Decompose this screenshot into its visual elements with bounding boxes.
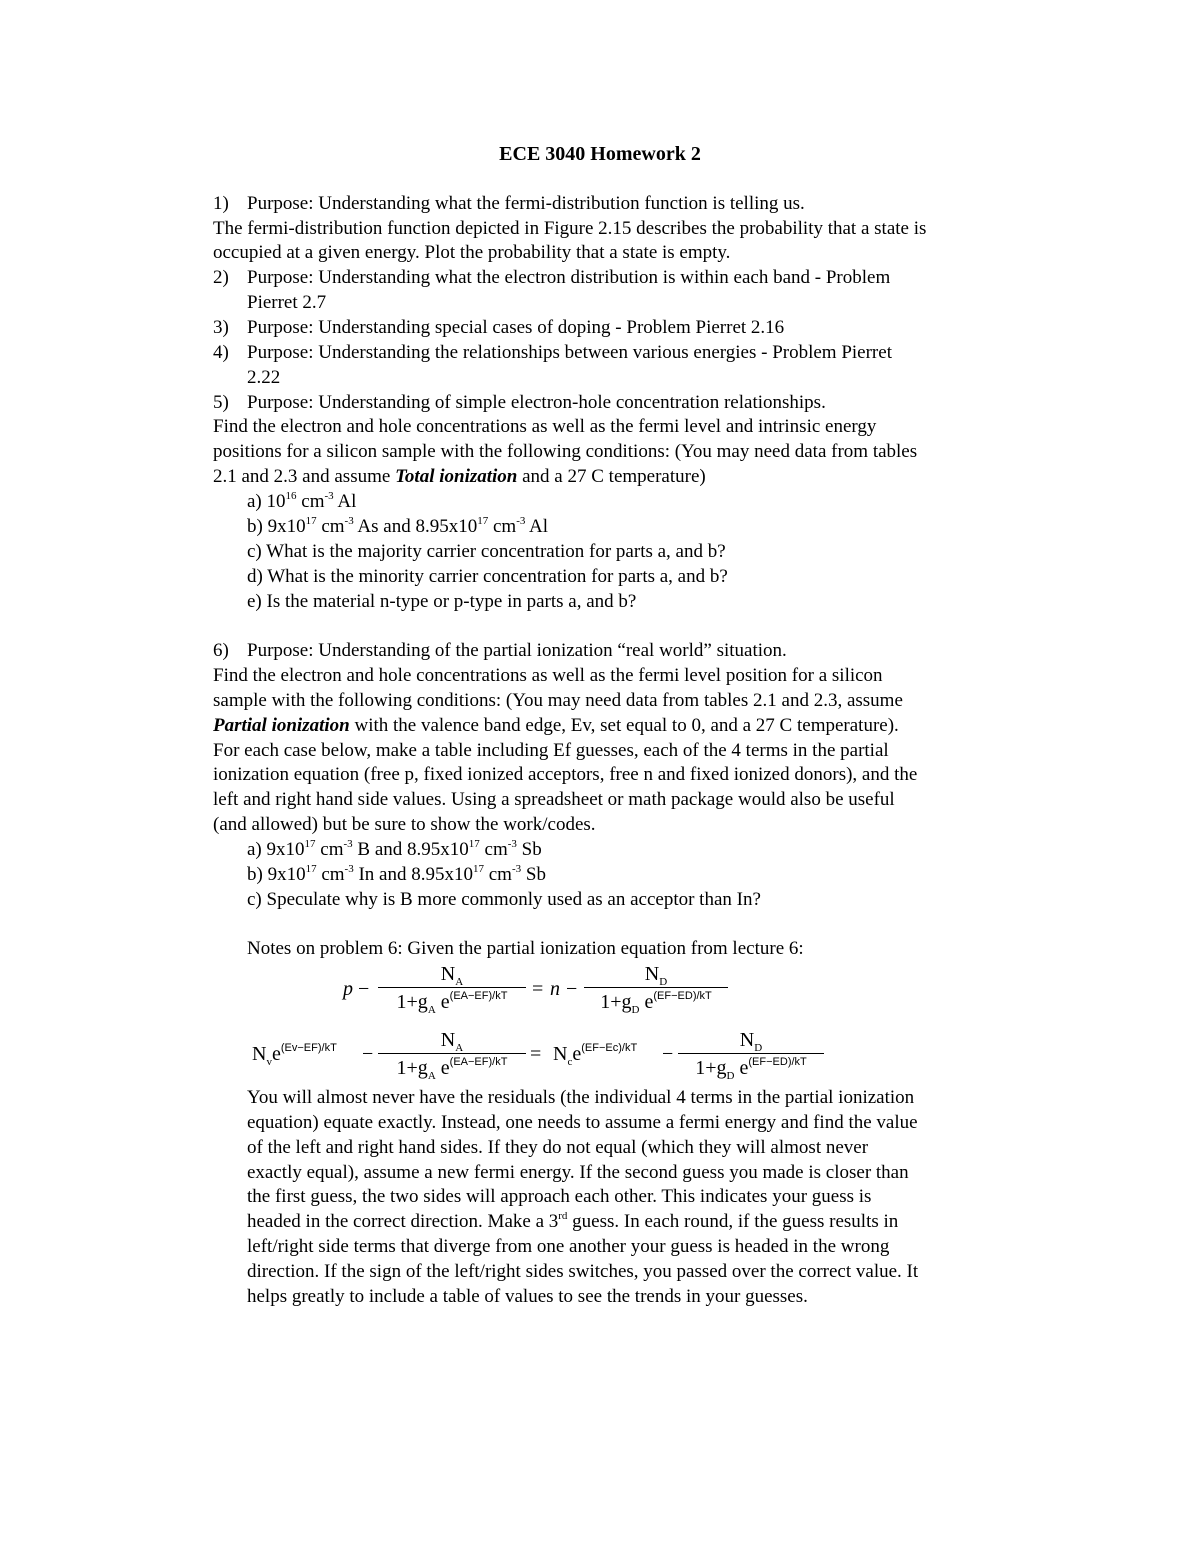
problem-5-number: 5) <box>213 392 229 413</box>
eq2-nv-term: $N_ve^{(Ev-EF)/kT}$ <box>252 1042 337 1068</box>
part-b-second-unit-exponent: -3 <box>516 515 526 527</box>
p6-part-b-second-exponent: 17 <box>472 863 484 875</box>
problem-5-part-a <box>247 490 356 514</box>
part-a-dopant: Al <box>333 491 357 512</box>
problem-5-line-2: positions for a silicon sample with the following conditions: (You may need data from tables <box>213 441 918 462</box>
eq1-donor-denominator: $1+g_D$ $e^{(EF-ED)/kT}$ <box>600 990 712 1016</box>
notes-line-7: left/right side terms that diverge from one another your guess is headed in the wrong <box>247 1236 890 1257</box>
problem-5-part-e: e) Is the material n-type or p-type in parts a, and b? <box>247 591 637 612</box>
problem-1-line-2: occupied at a given energy. Plot the probability that a state is empty. <box>213 242 731 263</box>
eq1-donor-bar <box>584 987 728 988</box>
notes-line-5: the first guess, the two sides will approach each other. This indicates your guess is <box>247 1186 872 1207</box>
problem-4-number: 4) <box>213 342 229 363</box>
notes-line-2: equation) equate exactly. Instead, one needs to assume a fermi energy and find the value <box>247 1112 918 1133</box>
p6-part-b-unit: cm <box>316 864 345 885</box>
problem-6-line-7: (and allowed) but be sure to show the work/codes. <box>213 814 596 835</box>
problem-5-part-b <box>247 515 548 539</box>
problem-2-number: 2) <box>213 267 229 288</box>
problem-5-heading <box>213 391 826 415</box>
p6-part-a-second-exponent: 17 <box>468 838 480 850</box>
notes-line-4: exactly equal), assume a new fermi energy. If the second guess you made is closer than <box>247 1162 909 1183</box>
problem-6-line-3 <box>213 714 899 738</box>
p6-part-b-second-unit-exponent: -3 <box>511 863 522 875</box>
problem-5-line-3 <box>213 465 706 489</box>
problem-6-line-2: sample with the following conditions: (You may need data from tables 2.1 and 2.3, assume <box>213 690 903 711</box>
notes-intro: Notes on problem 6: Given the partial ionization equation from lecture 6: <box>247 938 804 959</box>
p6-part-b-unit-exponent: -3 <box>344 863 354 875</box>
notes-line-3: of the left and right hand sides. If they do not equal (which they will almost never <box>247 1137 869 1158</box>
page-title: ECE 3040 Homework 2 <box>499 143 701 165</box>
problem-5-line-1: Find the electron and hole concentrations as well as the fermi level and intrinsic energy <box>213 416 877 437</box>
problem-3-heading <box>213 316 784 340</box>
problem-3-purpose: Purpose: Understanding special cases of doping - Problem Pierret 2.16 <box>247 317 785 338</box>
problem-6-part-c: c) Speculate why is B more commonly used as an acceptor than In? <box>247 889 761 910</box>
notes-line-9: helps greatly to include a table of values to see the trends in your guesses. <box>247 1286 808 1307</box>
p6-part-a-second-coefficient: B and 8.95x10 <box>352 839 469 860</box>
eq1-acceptor-numerator: $N_A$ <box>440 963 464 988</box>
problem-6-heading <box>213 639 787 663</box>
problem-6-purpose: Purpose: Understanding of the partial ionization “real world” situation. <box>247 640 787 661</box>
part-b-second-exponent: 17 <box>477 515 489 527</box>
problem-6-number: 6) <box>213 640 229 661</box>
p6-part-b-second-unit: cm <box>483 864 512 885</box>
eq1-minus-2: − <box>566 978 578 1000</box>
problem-6-line-1: Find the electron and hole concentrations as well as the fermi level position for a silicon <box>213 665 883 686</box>
eq1-donor-numerator: $N_D$ <box>644 963 668 988</box>
part-a-unit-exponent: -3 <box>324 490 334 502</box>
problem-5-line-3-pre: 2.1 and 2.3 and assume <box>213 466 396 487</box>
problem-6-part-b <box>247 863 546 887</box>
problem-6-line-5: ionization equation (free p, fixed ionized acceptors, free n and fixed ionized donors), and the <box>213 764 918 785</box>
p6-part-b-coefficient: b) 9x10 <box>247 864 306 885</box>
notes-line-8: direction. If the sign of the left/right sides switches, you passed over the correct value. It <box>247 1261 919 1282</box>
part-a-coefficient: a) 10 <box>247 491 286 512</box>
eq2-acceptor-bar <box>378 1053 526 1054</box>
p6-part-b-dopant: Sb <box>521 864 546 885</box>
eq2-acceptor-denominator: $1+g_A$ $e^{(EA-EF)/kT}$ <box>396 1056 508 1082</box>
part-b-second-coefficient: As and 8.95x10 <box>353 516 478 537</box>
part-a-exponent: 16 <box>285 490 297 502</box>
problem-5-part-c: c) What is the majority carrier concentration for parts a, and b? <box>247 541 726 562</box>
p6-part-a-second-unit-exponent: -3 <box>507 838 517 850</box>
problem-5-line-3-post: and a 27 C temperature) <box>517 466 706 487</box>
eq2-donor-bar <box>678 1053 824 1054</box>
eq2-minus-2: − <box>662 1043 674 1065</box>
problem-6-line-4: For each case below, make a table including Ef guesses, each of the 4 terms in the partial <box>213 740 889 761</box>
problem-2-purpose: Purpose: Understanding what the electron distribution is within each band - Problem <box>247 267 891 288</box>
p6-part-a-dopant: Sb <box>516 839 542 860</box>
p6-part-b-second-coefficient: In and 8.95x10 <box>353 864 473 885</box>
problem-4-heading <box>213 341 892 365</box>
part-b-dopant: Al <box>525 516 549 537</box>
p6-part-a-coefficient: a) 9x10 <box>247 839 305 860</box>
problem-5-purpose: Purpose: Understanding of simple electron-hole concentration relationships. <box>247 392 826 413</box>
partial-ionization-emphasis: Partial ionization <box>213 715 350 736</box>
part-b-exponent: 17 <box>305 515 317 527</box>
eq2-donor-numerator: $N_D$ <box>739 1029 763 1054</box>
notes-line-6: headed in the correct direction. Make a 3rd guess. In each round, if the guess results in <box>247 1210 899 1232</box>
eq1-acceptor-bar <box>378 987 526 988</box>
problem-1-line-1: The fermi-distribution function depicted in Figure 2.15 describes the probability that a state is <box>213 218 927 239</box>
problem-1-purpose: Purpose: Understanding what the fermi-distribution function is telling us. <box>247 193 805 214</box>
problem-6-part-a <box>247 838 542 862</box>
eq1-acceptor-denominator: $1+g_A$ $e^{(EA-EF)/kT}$ <box>396 990 508 1016</box>
eq1-p: p <box>343 978 353 1000</box>
problem-6-line-6: left and right hand side values. Using a spreadsheet or math package would also be useful <box>213 789 895 810</box>
part-a-unit: cm <box>296 491 325 512</box>
eq1-equals: = <box>532 978 544 1000</box>
p6-part-b-exponent: 17 <box>305 863 317 875</box>
total-ionization-emphasis: Total ionization <box>395 466 518 487</box>
eq2-donor-denominator: $1+g_D$ $e^{(EF-ED)/kT}$ <box>695 1056 807 1082</box>
p6-part-a-unit-exponent: -3 <box>343 838 353 850</box>
eq1-acceptor-fraction <box>378 962 526 1014</box>
eq2-equals: = <box>530 1043 542 1065</box>
eq2-nc-term: $N_ce^{(EF-Ec)/kT}$ <box>553 1042 638 1068</box>
part-b-unit-exponent: -3 <box>344 515 354 527</box>
notes-line-1: You will almost never have the residuals (the individual 4 terms in the partial ionization <box>247 1087 915 1108</box>
part-b-coefficient: b) 9x10 <box>247 516 306 537</box>
problem-2-continuation: Pierret 2.7 <box>247 292 327 313</box>
problem-2-heading <box>213 266 890 290</box>
eq1-n: n <box>550 978 560 1000</box>
part-b-unit: cm <box>316 516 345 537</box>
problem-4-continuation: 2.22 <box>247 367 281 388</box>
part-b-second-unit: cm <box>488 516 517 537</box>
problem-3-number: 3) <box>213 317 229 338</box>
problem-5-part-d: d) What is the minority carrier concentration for parts a, and b? <box>247 566 728 587</box>
eq2-acceptor-numerator: $N_A$ <box>440 1029 464 1054</box>
problem-4-purpose: Purpose: Understanding the relationships between various energies - Problem Pierret <box>247 342 892 363</box>
eq2-minus-1: − <box>362 1043 374 1065</box>
problem-1-number: 1) <box>213 193 229 214</box>
eq2-donor-fraction <box>678 1028 824 1080</box>
eq2-acceptor-fraction <box>378 1028 526 1080</box>
problem-1-heading <box>213 192 805 216</box>
p6-part-a-second-unit: cm <box>479 839 508 860</box>
problem-6-line-3-post: with the valence band edge, Ev, set equal to 0, and a 27 C temperature). <box>349 715 899 736</box>
p6-part-a-unit: cm <box>315 839 344 860</box>
p6-part-a-exponent: 17 <box>304 838 316 850</box>
eq1-donor-fraction <box>584 962 728 1014</box>
eq1-minus-1: − <box>358 978 370 1000</box>
